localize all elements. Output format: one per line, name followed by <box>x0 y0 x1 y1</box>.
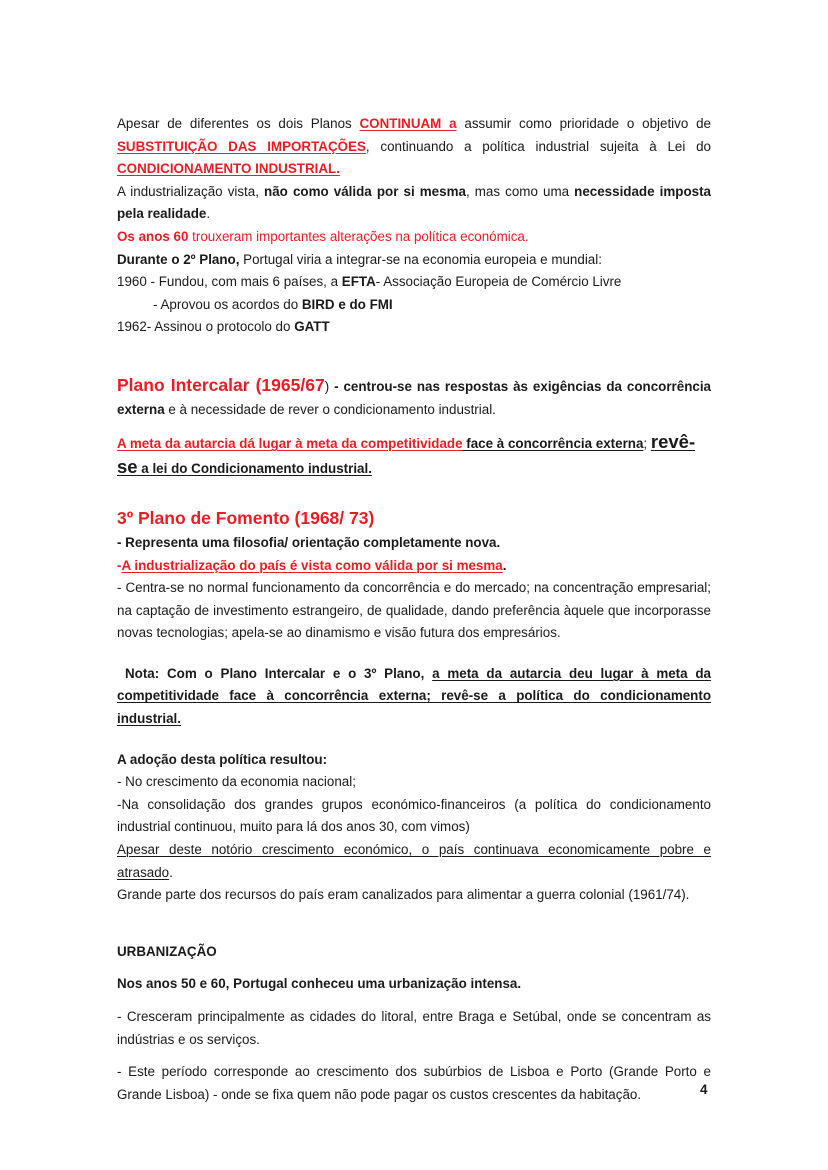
emphasis-reve-se: revê-se <box>117 431 696 477</box>
text-run: ; <box>643 436 651 452</box>
highlight-continuam: CONTINUAM a <box>359 116 457 131</box>
list-item-bird-fmi <box>117 294 711 317</box>
text-run: . <box>206 206 211 222</box>
spacer <box>117 907 711 941</box>
heading-paren: ) <box>324 378 330 394</box>
heading-plano-intercalar: Plano Intercalar (1965/67 <box>117 374 325 395</box>
highlight-substituicao-importacoes: SUBSTITUIÇÃO DAS IMPORTAÇÕES <box>117 138 366 154</box>
emphasis-necessidade-imposta: necessidade imposta pela realidade <box>117 183 711 222</box>
text-run: Nos anos 50 e 60, Portugal conheceu uma urbanização intensa. <box>117 976 522 992</box>
text-run: . <box>169 864 173 880</box>
bullet-centra-se-concorrencia: - Centra-se no normal funcionamento da concorrência e do mercado; na concentração empresarial; na captação de investimento estrangeiro, de qualidade, dando preferência àquele que incorporasse novas tecnologias; apela-se ao dinamismo e visão futura dos empresários. <box>117 580 711 641</box>
section-plano-intercalar <box>117 373 711 421</box>
spacer <box>117 963 711 973</box>
lead-urbanizacao-intensa <box>117 973 711 996</box>
text-run: trouxeram importantes alterações na política económica. <box>188 228 529 244</box>
heading-urbanizacao <box>117 941 711 964</box>
spacer <box>117 731 711 749</box>
highlight-lei-condicionamento: a lei do Condicionamento industrial. <box>137 460 372 476</box>
spacer <box>117 645 711 663</box>
heading-adocao-politica <box>117 749 711 772</box>
paragraph-planos-continuam <box>117 113 711 181</box>
text-run: assumir como prioridade o objetivo de <box>456 116 711 131</box>
spacer <box>117 480 711 506</box>
emphasis-durante-2-plano: Durante o 2º Plano, <box>117 251 240 267</box>
highlight-meta-autarcia-red: A meta da autarcia dá lugar à meta da competitividade <box>117 436 463 452</box>
highlight-face-concorrencia: face à concorrência externa <box>462 436 644 452</box>
acronym-efta: EFTA <box>341 274 376 290</box>
list-item-1962-gatt <box>117 316 711 339</box>
spacer <box>117 421 711 431</box>
highlight-pobre-atrasado: Apesar deste notório crescimento económico, o país continuava economicamente pobre e atrasado <box>117 842 711 880</box>
heading-urbanizacao-label: URBANIZAÇÃO <box>117 943 217 959</box>
spacer <box>117 996 711 1006</box>
text-run: . <box>502 557 507 573</box>
result-item-guerra-colonial: Grande parte dos recursos do país eram canalizados para alimentar a guerra colonial (1961/74). <box>117 887 690 903</box>
text-run: , mas como uma <box>465 183 575 199</box>
emphasis-nao-valida: não como válida por si mesma <box>264 183 466 199</box>
paragraph-anos-60 <box>117 226 711 249</box>
result-item-crescimento: - No crescimento da economia nacional; <box>117 774 356 790</box>
text-run: Portugal viria a integrar-se na economia europeia e mundial: <box>239 251 602 267</box>
note-highlight: a meta da autarcia deu lugar à meta da competitividade face à concorrência externa; revê-se a política do condicionamento industrial. <box>117 665 711 727</box>
bullet-industrializacao-valida <box>117 555 711 578</box>
highlight-condicionamento-industrial: CONDICIONAMENTO INDUSTRIAL. <box>117 161 340 177</box>
list-item-1960-efta <box>117 271 711 294</box>
text-run: - Associação Europeia de Comércio Livre <box>375 274 622 290</box>
text-run: - centrou-se nas respostas às exigências da concorrência externa <box>117 378 712 417</box>
text-run: 1962- Assinou o protocolo do <box>117 319 295 335</box>
text-run: 1960 - Fundou, com mais 6 países, a <box>117 274 342 290</box>
highlight-industrializacao-valida: A industrialização do país é vista como válida por si mesma <box>121 557 503 573</box>
paragraph-durante-2-plano <box>117 249 711 272</box>
page-number: 4 <box>700 1082 708 1097</box>
spacer <box>117 339 711 373</box>
paragraph-suburbios-lisboa-porto: - Este período corresponde ao crescimento dos subúrbios de Lisboa e Porto (Grande Porto e Grande Lisboa) - onde se fixa quem não pode pagar os custos crescentes da habitação. <box>117 1064 711 1102</box>
paragraph-industrializacao-vista <box>117 181 711 226</box>
note-label: Nota: Com o Plano Intercalar e o 3º Plano, <box>125 665 433 681</box>
text-run: - Aprovou os acordos do <box>153 296 302 312</box>
acronym-bird-fmi: BIRD e do FMI <box>301 296 393 312</box>
text-run: Apesar de diferentes os dois Planos <box>117 116 360 131</box>
text-run: e à necessidade de rever o condicionamento industrial. <box>164 401 496 417</box>
result-item-pobre-atrasado <box>117 839 711 884</box>
bullet-filosofia-nova <box>117 532 711 555</box>
heading-3-plano-fomento <box>117 506 711 532</box>
paragraph-cidades-litoral: - Cresceram principalmente as cidades do litoral, entre Braga e Setúbal, onde se concentram as indústrias e os serviços. <box>117 1009 711 1047</box>
heading-3-plano-fomento-label: 3º Plano de Fomento (1968/ 73) <box>117 508 375 529</box>
dash-marker: - <box>117 557 122 573</box>
spacer <box>117 1051 711 1061</box>
text-run: - Representa uma filosofia/ orientação completamente nova. <box>117 534 501 550</box>
document-body <box>117 113 711 1106</box>
text-run: , continuando a política industrial sujeita à Lei do <box>365 138 711 154</box>
heading-adocao-politica-label: A adoção desta política resultou: <box>117 751 328 767</box>
emphasis-os-anos-60: Os anos 60 <box>117 228 189 244</box>
highlight-meta-autarcia <box>117 431 711 480</box>
note-plano-intercalar-3-plano <box>117 663 711 731</box>
text-run: A industrialização vista, <box>117 183 265 199</box>
result-item-consolidacao: -Na consolidação dos grandes grupos económico-financeiros (a política do condicionamento industrial continuou, muito para lá dos anos 30, com vimos) <box>117 796 711 835</box>
acronym-gatt: GATT <box>294 319 330 335</box>
